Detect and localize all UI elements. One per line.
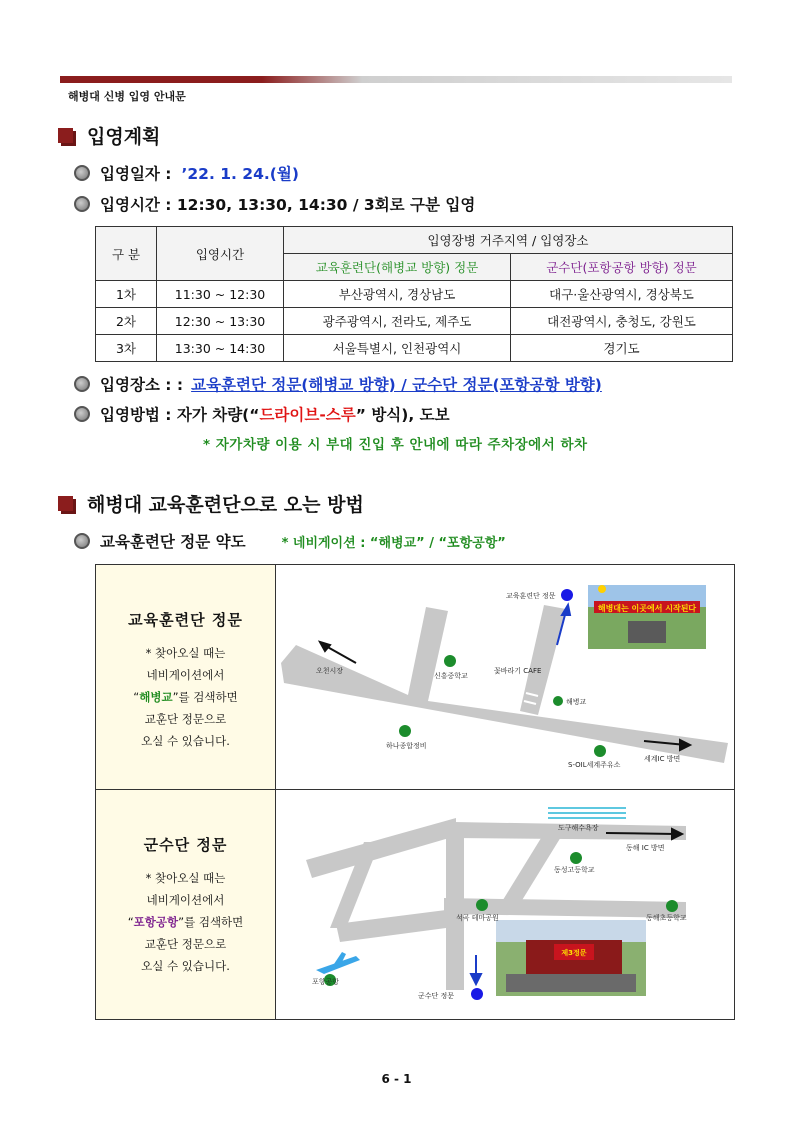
label-seokri: 석곡 테마공원 bbox=[456, 914, 499, 922]
poi-marker-icon bbox=[399, 725, 411, 737]
header-group: 구 분 bbox=[96, 227, 157, 281]
label-soil: S-OIL세계주유소 bbox=[568, 761, 621, 769]
method-highlight: 드라이브-스루 bbox=[259, 406, 356, 424]
map2-drawing bbox=[276, 790, 734, 1019]
map-label: 교육훈련단 정문 약도 bbox=[100, 533, 246, 551]
cell-group: 3차 bbox=[96, 335, 157, 362]
label-sinheung: 신흥중학교 bbox=[434, 672, 468, 680]
navi-note: * 네비게이션 : “해병교” / “포항공항” bbox=[281, 535, 506, 551]
schedule-table bbox=[95, 226, 733, 362]
map2-text: 네비게이션에서 bbox=[146, 893, 225, 907]
circle-bullet-icon bbox=[74, 376, 90, 392]
cell-time: 11:30 ~ 12:30 bbox=[157, 281, 284, 308]
label-hana: 하나종합정비 bbox=[386, 742, 427, 750]
map1-description bbox=[96, 565, 276, 789]
map-line bbox=[74, 530, 506, 552]
cell-time: 13:30 ~ 14:30 bbox=[157, 335, 284, 362]
cell-region1: 서울특별시, 인천광역시 bbox=[284, 335, 511, 362]
gate-marker-icon bbox=[471, 988, 483, 1000]
header-place2: 군수단(포항공항 방향) 정문 bbox=[511, 254, 733, 281]
poi-marker-icon bbox=[476, 899, 488, 911]
label-gate: 교육훈련단 정문 bbox=[506, 592, 556, 600]
map2-title: 군수단 정문 bbox=[143, 836, 228, 854]
label-bridge: 해병교 bbox=[566, 698, 587, 706]
poi-marker-icon bbox=[666, 900, 678, 912]
circle-bullet-icon bbox=[74, 406, 90, 422]
map2-keyword: 포항공항 bbox=[133, 915, 179, 929]
label-cafe: 꽃바라기 CAFE bbox=[494, 667, 542, 675]
section-title-plan bbox=[58, 122, 160, 149]
section-title-directions bbox=[58, 490, 364, 517]
map1-text: 교훈단 정문으로 bbox=[144, 712, 227, 726]
method-rest: ” 방식), 도보 bbox=[355, 406, 450, 424]
poi-marker-icon bbox=[570, 852, 582, 864]
map1-text: * 찾아오실 때는 bbox=[145, 646, 226, 660]
square-bullet-icon bbox=[58, 496, 73, 511]
header-bar bbox=[60, 76, 732, 83]
map1-text: “해병교”를 검색하면 bbox=[133, 690, 238, 704]
label-ocheon: 오천시장 bbox=[316, 667, 344, 675]
road-west bbox=[336, 910, 446, 942]
circle-bullet-icon bbox=[74, 165, 90, 181]
cell-group: 1차 bbox=[96, 281, 157, 308]
arrow-donghae bbox=[606, 833, 676, 834]
poi-marker-icon bbox=[444, 655, 456, 667]
map2-text: 오실 수 있습니다. bbox=[141, 959, 230, 973]
place-value: 교육훈련단 정문(해병교 방향) / 군수단 정문(포항공항 방향) bbox=[191, 376, 602, 394]
gate-photo bbox=[588, 585, 706, 649]
date-value: ’22. 1. 24.(월) bbox=[181, 165, 299, 183]
section-title-text: 해병대 교육훈련단으로 오는 방법 bbox=[87, 494, 364, 516]
header-region: 입영장병 거주지역 / 입영장소 bbox=[284, 227, 733, 254]
sign-text: 제3정문 bbox=[561, 949, 587, 957]
date-line bbox=[74, 162, 299, 184]
map2-text: 교훈단 정문으로 bbox=[144, 937, 227, 951]
poi-marker-icon bbox=[553, 696, 563, 706]
cell-region1: 광주광역시, 전라도, 제주도 bbox=[284, 308, 511, 335]
map1-text: 오실 수 있습니다. bbox=[141, 734, 230, 748]
circle-bullet-icon bbox=[74, 533, 90, 549]
maps-box bbox=[95, 564, 735, 1020]
sea-icon bbox=[548, 808, 626, 818]
label-gate2: 군수단 정문 bbox=[418, 992, 455, 1000]
cell-time: 12:30 ~ 13:30 bbox=[157, 308, 284, 335]
cell-region2: 대전광역시, 충청도, 강원도 bbox=[511, 308, 733, 335]
gate2-photo bbox=[496, 920, 646, 996]
place-label: 입영장소 : : bbox=[100, 376, 184, 394]
cell-region2: 대구·울산광역시, 경상북도 bbox=[511, 281, 733, 308]
road-diag bbox=[306, 818, 456, 878]
gate-marker-icon bbox=[561, 589, 573, 601]
cell-region2: 경기도 bbox=[511, 335, 733, 362]
section-title-text: 입영계획 bbox=[87, 126, 161, 148]
method-note: * 자가차량 이용 시 부대 진입 후 안내에 따라 주차장에서 하차 bbox=[203, 437, 588, 453]
map1-title: 교육훈련단 정문 bbox=[128, 611, 243, 629]
label-segye: 세계IC 방면 bbox=[644, 755, 681, 763]
document-header: 해병대 신병 입영 안내문 bbox=[68, 90, 186, 103]
header-place1: 교육훈련단(해병교 방향) 정문 bbox=[284, 254, 511, 281]
place-line bbox=[74, 373, 602, 395]
banner-text: 해병대는 이곳에서 시작된다 bbox=[597, 604, 697, 613]
map1-drawing bbox=[276, 565, 734, 789]
cell-group: 2차 bbox=[96, 308, 157, 335]
circle-bullet-icon bbox=[74, 196, 90, 212]
poi-marker-icon bbox=[594, 745, 606, 757]
table-row bbox=[96, 308, 733, 335]
cell-region1: 부산광역시, 경상남도 bbox=[284, 281, 511, 308]
date-label: 입영일자 : bbox=[100, 165, 172, 183]
page-number: 6 - 1 bbox=[381, 1072, 412, 1086]
arrow-ocheon-head bbox=[320, 642, 330, 651]
map1-text: 네비게이션에서 bbox=[146, 668, 225, 682]
label-airport: 포항공항 bbox=[312, 978, 340, 986]
label-donghae-es: 동해초등학교 bbox=[646, 914, 687, 922]
map2-text: * 찾아오실 때는 bbox=[145, 871, 226, 885]
table-row bbox=[96, 335, 733, 362]
header-time: 입영시간 bbox=[157, 227, 284, 281]
arrow-gate2-head bbox=[471, 974, 481, 984]
table-row bbox=[96, 281, 733, 308]
map2-text: “포항공항”를 검색하면 bbox=[127, 915, 244, 929]
map2-description bbox=[96, 790, 276, 1019]
label-donghae-ic: 동해 IC 방면 bbox=[626, 844, 665, 852]
method-line bbox=[74, 403, 450, 425]
time-text: 입영시간 : 12:30, 13:30, 14:30 / 3회로 구분 입영 bbox=[100, 196, 476, 214]
method-label: 입영방법 : 자가 차량(“ bbox=[100, 406, 260, 424]
label-dogu: 도구해수욕장 bbox=[558, 824, 599, 832]
airplane-icon bbox=[316, 952, 360, 974]
time-line bbox=[74, 193, 475, 215]
label-dongsung: 동성고등학교 bbox=[554, 866, 595, 874]
square-bullet-icon bbox=[58, 128, 73, 143]
map1-keyword: 해병교 bbox=[139, 690, 173, 704]
